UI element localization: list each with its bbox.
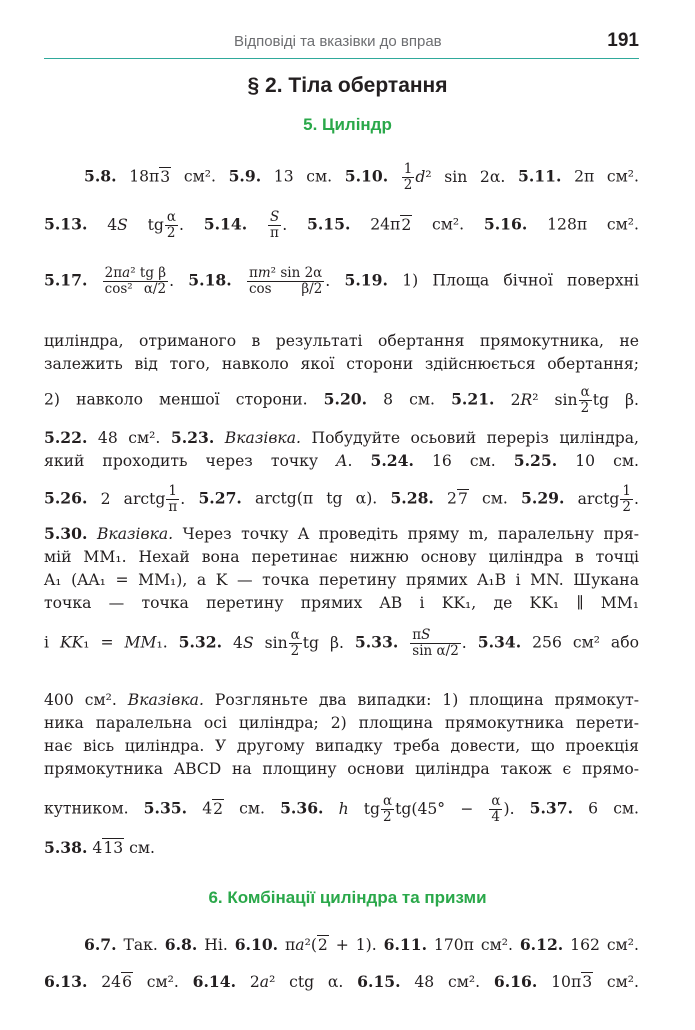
text-line: мій MM₁. Нехай вона перетинає нижню основу циліндра в точці — [44, 548, 639, 566]
answer-line: 5.26. 2 arctg $\frac{1}{\pi}$ . 5.27. arctg(π tg α). 5.28. 27 см. 5.29. arctg $\frac{1}{2}$ . — [44, 483, 639, 515]
page-number: 191 — [607, 30, 639, 51]
answer-line: 5.17. $\frac{\text{2πa² tg β}}{\text{cos² α/2}}$ . 5.18. $\frac{\text{πm² sin 2α}}{\text{cos β/2}}$ . 5.19. 1) Площа бічної поверхні — [44, 265, 639, 297]
text-line: прямокутника ABCD на площину основи циліндра також є прямо- — [44, 760, 639, 778]
answer-line: який проходить через точку A. 5.24. 16 см. 5.25. 10 см. — [44, 451, 639, 470]
text-line: циліндра, отриманого в результаті обертання прямокутника, не — [44, 332, 639, 350]
answer-line: 5.30. Вказівка. Через точку A проведіть пряму m, паралельну пря- — [44, 524, 639, 543]
answer-line: 2) навколо меншої сторони. 5.20. 8 см. 5.21. 2R² sin $\frac{\alpha}{2}$ tg β. — [44, 384, 640, 416]
text-line: ника паралельна осі циліндра; 2) площина прямокутника перети- — [44, 714, 639, 732]
text-line: точка — точка перетину прямих AB і KK₁, де KK₁ ∥ MM₁ — [44, 594, 639, 612]
page-header — [44, 30, 639, 59]
answer-line: 6.13. 246 см². 6.14. 2a² ctg α. 6.15. 48 см². 6.16. 10π3 см². — [44, 972, 639, 991]
section-title: § 2. Тіла обертання — [247, 74, 448, 97]
subsection-title-combinations: 6. Комбінації циліндра та призми — [208, 888, 487, 907]
text-line: нає вісь циліндра. У другому випадку треба довести, що проекція — [44, 737, 639, 755]
text-line: A₁ (AA₁ = MM₁), а K — точка перетину прямих A₁B і MN. Шукана — [44, 571, 639, 589]
answer-line: 5.38. 413 см. — [44, 838, 155, 857]
answer-line: 6.7. Так. 6.8. Ні. 6.10. πa²(2 + 1). 6.11. 170π см². 6.12. 162 см². — [84, 935, 639, 954]
answer-line: 5.22. 48 см². 5.23. Вказівка. Побудуйте осьовий переріз циліндра, — [44, 428, 639, 447]
answer-line: 5.13. 4S tg $\frac{\alpha}{2}$ . 5.14. $\frac{S}{\pi}$ . 5.15. 24π2 см². 5.16. 128π см². — [44, 209, 639, 241]
answer-line: кутником. 5.35. 42 см. 5.36. h tg $\frac{\alpha}{2}$ tg(45° − $\frac{\alpha}{4}$ ). 5.37. 6 см. — [44, 793, 640, 825]
text-line: залежить від того, навколо якої сторони здійснюється обертання; — [44, 355, 639, 373]
answer-line: 5.8. 18π3 см². 5.9. 13 см. 5.10. $\frac{1}{2}$ d² sin 2α. 5.11. 2π см². — [84, 161, 639, 193]
subsection-title-cylinder: 5. Циліндр — [303, 115, 392, 134]
answer-line: і KK₁ = MM₁. 5.32. 4S sin $\frac{\alpha}{2}$ tg β. 5.33. $\frac{\pi S}{\text{sin α/2}}$ . 5.34. 256 см² або — [44, 627, 639, 659]
running-title: Відповіді та вказівки до вправ — [234, 33, 442, 50]
answer-line: 400 см². Вказівка. Розгляньте два випадки: 1) площина прямокут- — [44, 691, 639, 709]
